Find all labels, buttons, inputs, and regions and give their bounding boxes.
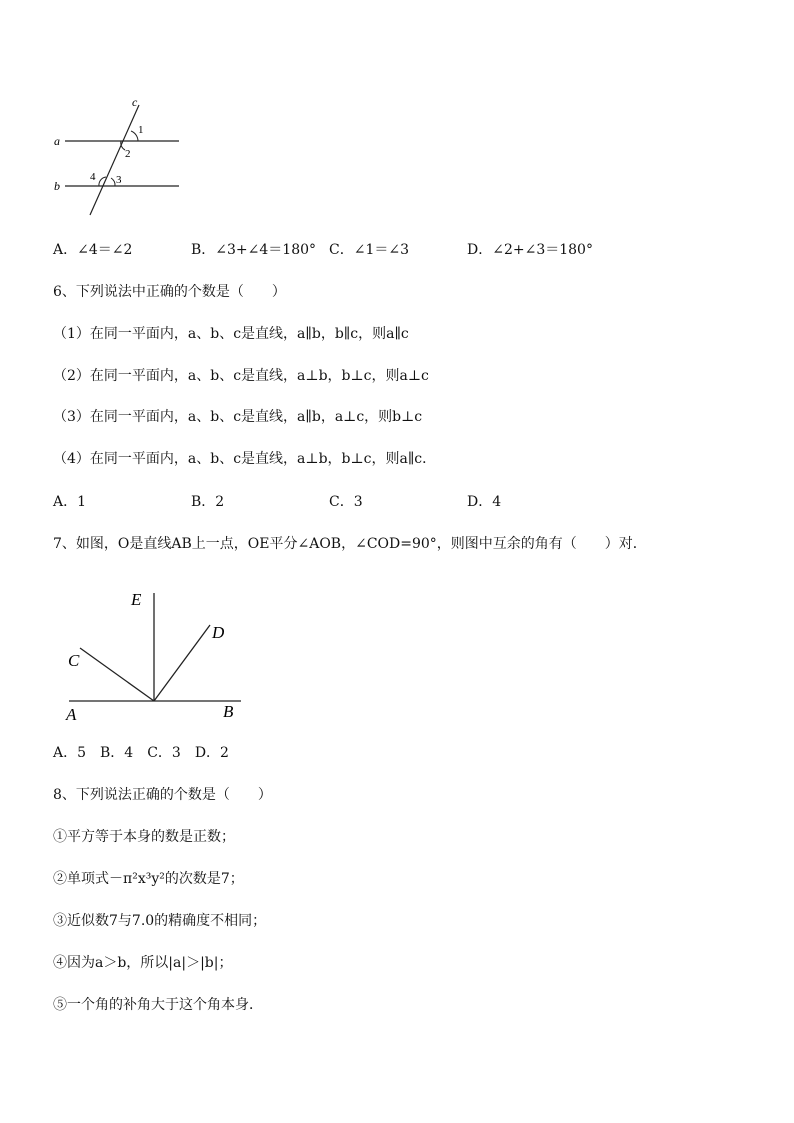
angle-figure [55,585,255,730]
q6-item-4: （4）在同一平面内，a、b、c是直线，a⊥b，b⊥c，则a∥c． [53,451,437,467]
label-b: B [223,702,234,721]
q8-item-5: ⑤一个角的补角大于这个角本身． [53,997,263,1013]
q5-option-c: C．∠1＝∠3 [329,242,409,258]
label-d: D [212,623,225,642]
q6-option-a: A．1 [53,494,87,510]
label-e: E [131,590,142,609]
q6-item-1: （1）在同一平面内，a、b、c是直线，a∥b，b∥c，则a∥c [53,326,409,342]
q6-item-2: （2）在同一平面内，a、b、c是直线，a⊥b，b⊥c，则a⊥c [53,368,429,384]
q5-option-b: B．∠3+∠4＝180° [191,242,317,258]
label-4: 4 [90,171,96,183]
label-c: C [68,651,80,670]
label-2: 2 [125,148,131,160]
angle-arc-3 [111,178,115,186]
label-a: A [66,705,77,724]
label-1: 1 [138,124,144,136]
parallel-lines-figure [45,95,190,220]
q6-option-b: B．2 [191,494,225,510]
label-b: b [54,179,60,193]
ray-od [154,625,210,701]
q8-stem: 8、下列说法正确的个数是（ ） [53,787,272,803]
q6-option-d: D．4 [467,494,502,510]
ray-oc [80,648,154,701]
q8-item-3: ③近似数7与7.0的精确度不相同； [53,913,267,929]
q7-stem: 7、如图，O是直线AB上一点，OE平分∠AOB，∠COD=90°，则图中互余的角有（ ）对． [53,536,647,552]
label-a: a [54,134,60,148]
q6-item-3: （3）在同一平面内，a、b、c是直线，a∥b，a⊥c，则b⊥c [53,409,423,425]
q8-item-4: ④因为a＞b，所以|a|＞|b|； [53,955,233,971]
q5-option-a: A．∠4＝∠2 [53,242,133,258]
q8-item-1: ①平方等于本身的数是正数； [53,829,235,845]
q6-option-c: C．3 [329,494,363,510]
q7-options: A．5 B．4 C．3 D．2 [53,745,229,761]
line-c [90,105,139,215]
q6-stem: 6、下列说法中正确的个数是（ ） [53,284,286,300]
label-3: 3 [116,174,122,186]
angle-arc-1 [131,131,138,141]
q8-item-2: ②单项式－π²x³y²的次数是7； [53,871,244,887]
q5-option-d: D．∠2+∠3＝180° [467,242,593,258]
label-c: c [132,95,138,109]
